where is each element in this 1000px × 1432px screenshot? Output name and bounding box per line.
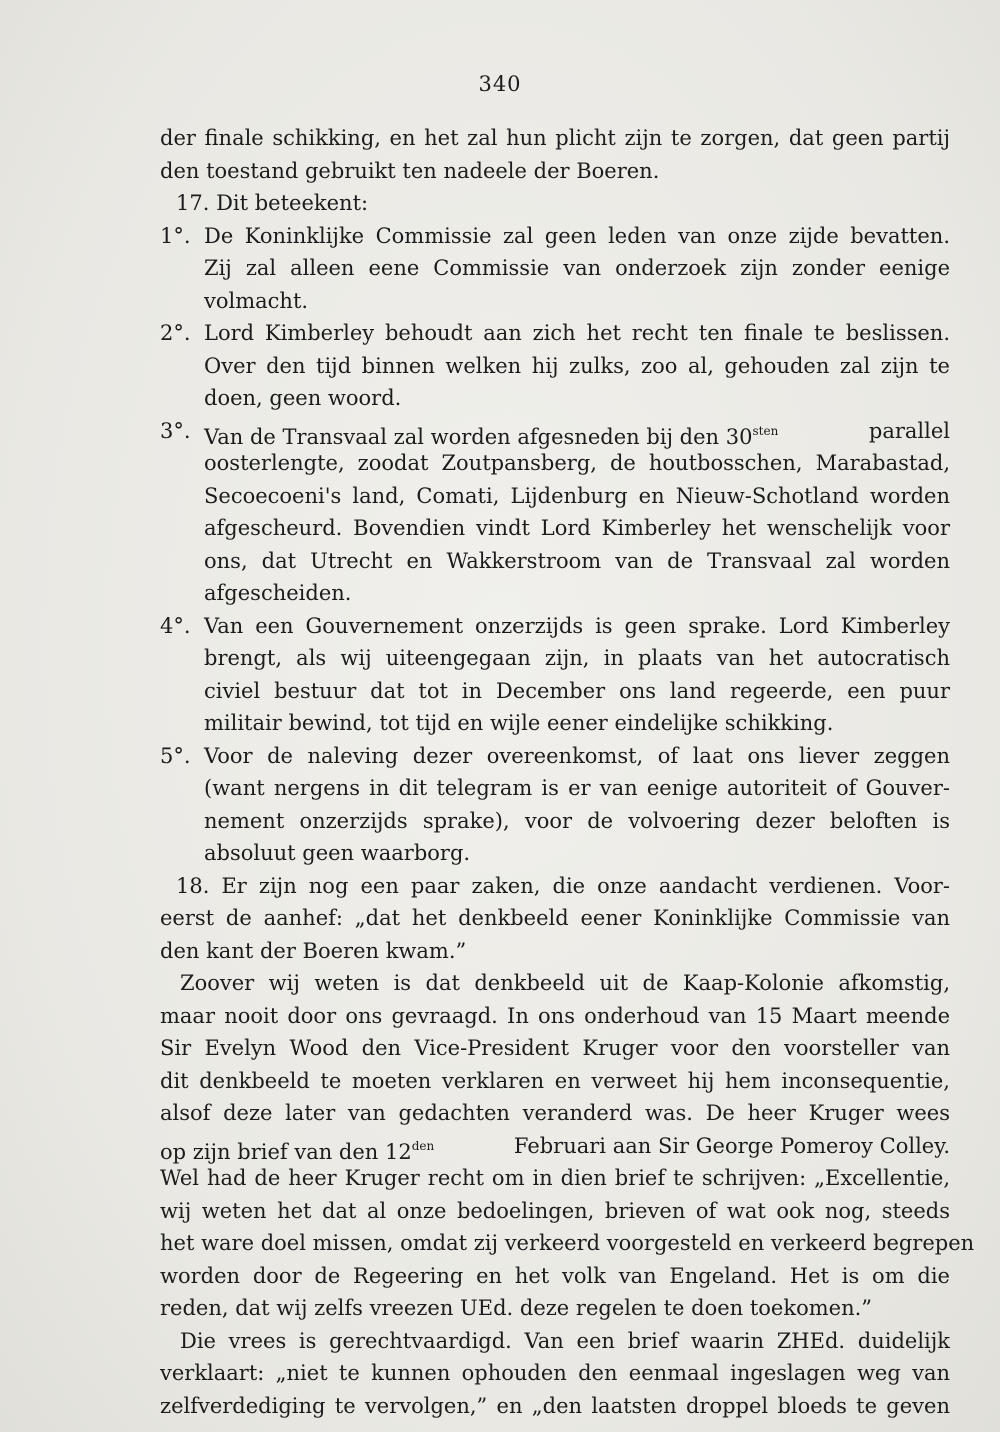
text-line: absoluut geen waarborg. — [204, 841, 471, 865]
text-line: De Koninklijke Commissie zal geen leden van onze zijde bevatten. — [204, 223, 950, 248]
text-line: nement onzerzijds sprake), voor de volvoering dezer beloften is — [204, 808, 950, 833]
text-line: Februari aan Sir George Pomeroy Colley. — [513, 1133, 950, 1158]
list-item-5 — [160, 740, 950, 773]
text-line: Van de Transvaal zal worden afgesneden bij den 30 — [204, 424, 753, 449]
item-marker: 1°. — [160, 223, 191, 248]
text-line: Sir Evelyn Wood den Vice-President Kruger voor den voorsteller van — [160, 1036, 950, 1060]
text-line: Wel had de heer Kruger recht om in dien brief te schrijven: „Excellentie, — [160, 1166, 950, 1190]
text-line-with-superscript — [160, 1130, 950, 1163]
list-item-1 — [160, 220, 950, 253]
item-marker: 2°. — [160, 321, 191, 345]
text-line: doen, geen woord. — [204, 386, 402, 410]
text-line: (want nergens in dit telegram is er van eenige autoriteit of Gouver- — [204, 776, 950, 800]
item-marker: 5°. — [160, 743, 191, 768]
text-line: Secoecoeni's land, Comati, Lijdenburg en Nieuw-Schotland worden — [204, 483, 950, 508]
text-line: reden, dat wij zelfs vreezen UEd. deze regelen te doen toekomen.” — [160, 1296, 873, 1320]
text-line: dit denkbeeld te moeten verklaren en verweet hij hem inconsequentie, — [160, 1068, 950, 1093]
section-heading: 17. Dit beteekent: — [176, 191, 369, 215]
text-line: Voor de naleving dezer overeenkomst, of laat ons liever zeggen — [204, 743, 950, 768]
text-line: verklaart: „niet te kunnen ophouden den eenmaal ingeslagen weg van — [160, 1361, 950, 1385]
item-marker: 3°. — [160, 418, 191, 443]
text-line: civiel bestuur dat tot in December ons land regeerde, een puur — [204, 678, 950, 703]
text-line: worden door de Regeering en het volk van Engeland. Het is om die — [160, 1263, 950, 1288]
text-line: zelfverdediging te vervolgen,” en „den laatsten droppel bloeds te geven — [160, 1393, 950, 1418]
text-line: oosterlengte, zoodat Zoutpansberg, de houtbosschen, Marabastad, — [204, 451, 950, 475]
superscript: sten — [752, 423, 779, 438]
superscript: den — [411, 1138, 435, 1153]
text-line: eerst de aanhef: „dat het denkbeeld eener Koninklijke Commissie van — [160, 906, 950, 930]
text-line: op zijn brief van den 12 — [160, 1139, 412, 1164]
text-line: der finale schikking, en het zal hun plicht zijn te zorgen, dat geen partij — [160, 126, 950, 150]
paragraph-start: Zoover wij weten is dat denkbeeld uit de Kaap-Kolonie afkomstig, — [180, 971, 950, 995]
list-item-3 — [160, 415, 950, 448]
text-line: parallel — [868, 418, 950, 443]
paragraph-start: Die vrees is gerechtvaardigd. Van een brief waarin ZHEd. duidelijk — [180, 1328, 950, 1353]
text-line: afgescheiden. — [204, 581, 352, 605]
text-line: den kant der Boeren kwam.” — [160, 938, 467, 963]
text-line: het ware doel missen, omdat zij verkeerd voorgesteld en verkeerd begrepen — [160, 1231, 975, 1255]
body-text — [160, 122, 975, 1422]
text-line: alsof deze later van gedachten veranderd was. De heer Kruger wees — [160, 1101, 950, 1125]
text-line: Lord Kimberley behoudt aan zich het recht ten finale te beslissen. — [204, 321, 950, 345]
text-line: wij weten het dat al onze bedoelingen, brieven of wat ook nog, steeds — [160, 1198, 950, 1223]
text-line: ons, dat Utrecht en Wakkerstroom van de Transvaal zal worden — [204, 548, 950, 573]
text-line: Zij zal alleen eene Commissie van onderzoek zijn zonder eenige — [204, 256, 950, 280]
text-line: brengt, als wij uiteengegaan zijn, in plaats van het autocratisch — [204, 646, 950, 670]
text-line: den toestand gebruikt ten nadeele der Boeren. — [160, 158, 660, 183]
text-line: Van een Gouvernement onzerzijds is geen sprake. Lord Kimberley — [204, 613, 950, 638]
text-line: militair bewind, tot tijd en wijle eener eindelijke schikking. — [204, 711, 834, 735]
item-marker: 4°. — [160, 613, 191, 638]
text-line: maar nooit door ons gevraagd. In ons onderhoud van 15 Maart meende — [160, 1003, 950, 1028]
text-line: Over den tijd binnen welken hij zulks, zoo al, gehouden zal zijn te — [204, 353, 950, 378]
text-line: afgescheurd. Bovendien vindt Lord Kimberley het wenschelijk voor — [204, 516, 950, 540]
list-item-4 — [160, 610, 950, 643]
text-line: volmacht. — [204, 288, 309, 313]
list-item-2 — [160, 317, 950, 350]
section-heading: 18. Er zijn nog een paar zaken, die onze aandacht verdienen. Voor- — [176, 873, 950, 898]
page-number: 340 — [478, 72, 522, 96]
